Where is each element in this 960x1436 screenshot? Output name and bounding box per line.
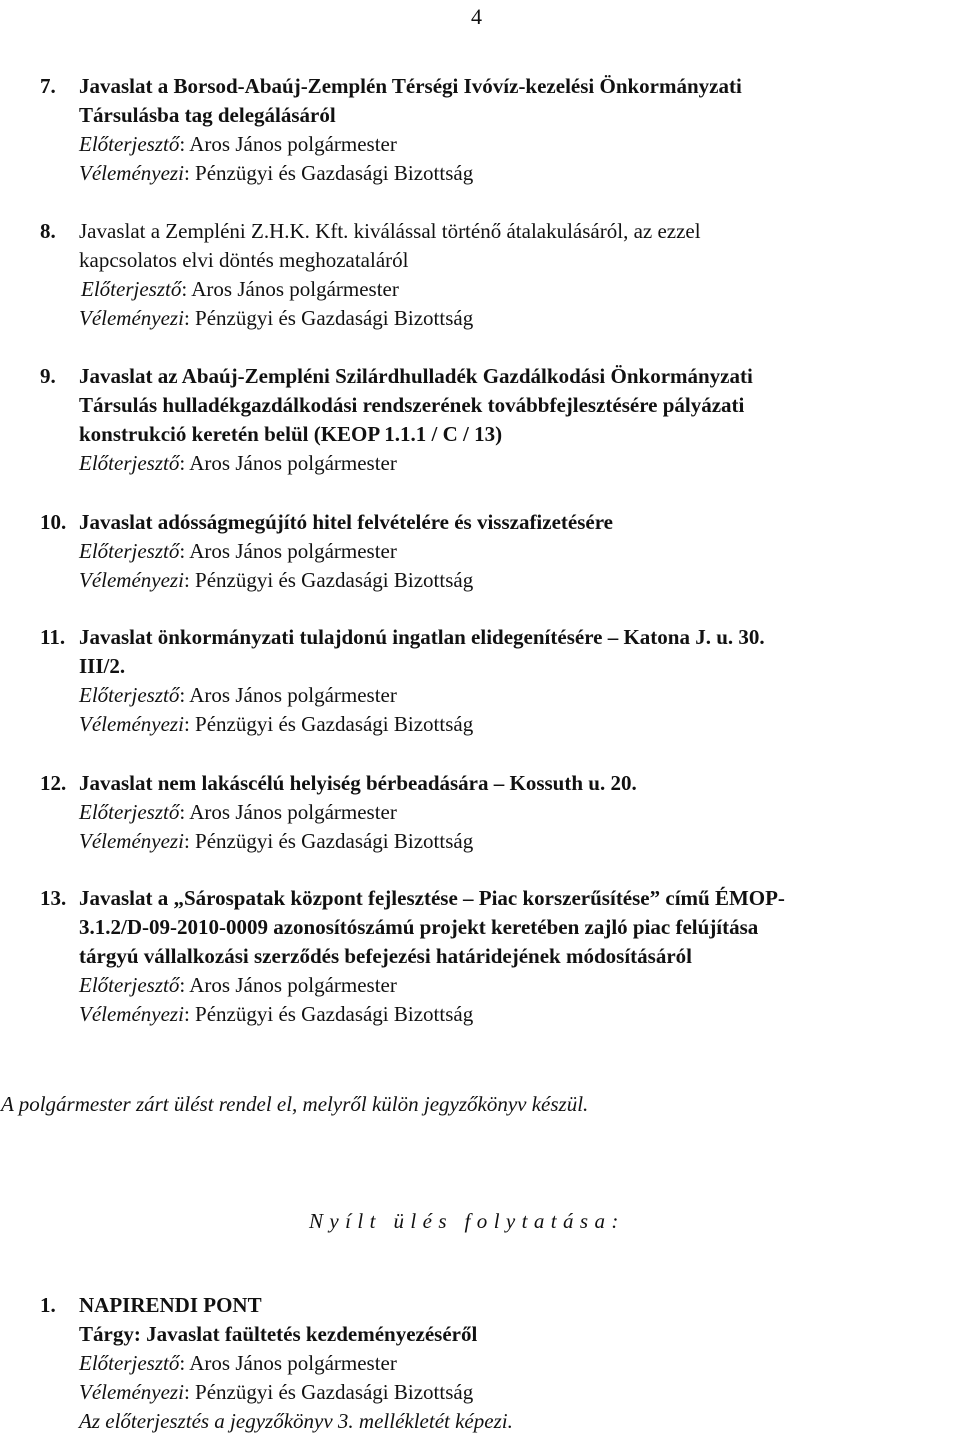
agenda-point-1: [40, 1291, 956, 1436]
presenter-name: : Aros János polgármester: [179, 539, 397, 563]
reviewer-line: [79, 1378, 956, 1407]
reviewer-label: Véleményezi: [79, 161, 184, 185]
presenter-name: : Aros János polgármester: [179, 973, 397, 997]
page-number: 4: [471, 4, 482, 29]
reviewer-label: Véleményezi: [79, 1380, 184, 1404]
presenter-label: Előterjesztő: [79, 973, 180, 997]
item-number: 12.: [40, 771, 67, 795]
presenter-line: [79, 449, 956, 478]
agenda-item-10: [40, 508, 956, 595]
item-number: 11.: [40, 625, 66, 649]
reviewer-name: : Pénzügyi és Gazdasági Bizottság: [183, 568, 474, 592]
reviewer-label: Véleményezi: [79, 712, 184, 736]
item-title-line: konstrukció keretén belül (KEOP 1.1.1 / C / 13): [79, 422, 503, 446]
attachment-note: Az előterjesztés a jegyzőkönyv 3. mellékletét képezi.: [79, 1409, 513, 1433]
agenda-item-7: [40, 72, 956, 188]
presenter-label: Előterjesztő: [79, 132, 180, 156]
item-title-line: Társulás hulladékgazdálkodási rendszerének továbbfejlesztésére pályázati: [79, 393, 745, 417]
presenter-name: : Aros János polgármester: [179, 683, 397, 707]
reviewer-line: [79, 710, 956, 739]
agenda-point-number: 1.: [40, 1293, 56, 1317]
agenda-item-12: [40, 769, 956, 856]
presenter-name: : Aros János polgármester: [179, 1351, 397, 1375]
reviewer-line: [79, 827, 956, 856]
presenter-label: Előterjesztő: [79, 539, 180, 563]
agenda-item-11: [40, 623, 956, 739]
agenda-item-9: [40, 362, 956, 478]
presenter-name: : Aros János polgármester: [179, 800, 397, 824]
presenter-label: Előterjesztő: [79, 1351, 180, 1375]
presenter-line: [79, 798, 956, 827]
item-number: 13.: [40, 886, 67, 910]
item-title-line: Javaslat önkormányzati tulajdonú ingatlan elidegenítésére – Katona J. u. 30.: [79, 625, 765, 649]
reviewer-label: Véleményezi: [79, 1002, 184, 1026]
reviewer-line: [79, 566, 956, 595]
presenter-name: : Aros János polgármester: [181, 277, 399, 301]
presenter-line: [79, 130, 956, 159]
item-title-line: tárgyú vállalkozási szerződés befejezési határidejének módosításáról: [79, 944, 692, 968]
item-title-line: Társulásba tag delegálásáról: [79, 103, 336, 127]
presenter-line: [79, 681, 956, 710]
reviewer-name: : Pénzügyi és Gazdasági Bizottság: [183, 1002, 474, 1026]
item-title-line: III/2.: [79, 654, 126, 678]
reviewer-name: : Pénzügyi és Gazdasági Bizottság: [183, 306, 474, 330]
reviewer-label: Véleményezi: [79, 306, 184, 330]
presenter-label: Előterjesztő: [79, 800, 180, 824]
presenter-line: [79, 971, 956, 1000]
reviewer-name: : Pénzügyi és Gazdasági Bizottság: [183, 161, 474, 185]
presenter-name: : Aros János polgármester: [179, 451, 397, 475]
item-title-line: Javaslat nem lakáscélú helyiség bérbeadására – Kossuth u. 20.: [79, 771, 637, 795]
agenda-item-13: [40, 884, 956, 1029]
item-number: 8.: [40, 219, 56, 243]
reviewer-line: [79, 304, 956, 333]
presenter-line: [79, 537, 956, 566]
closed-session-note: A polgármester zárt ülést rendel el, melyről külön jegyzőkönyv készül.: [1, 1092, 589, 1116]
item-title-line: kapcsolatos elvi döntés meghozataláról: [79, 248, 409, 272]
presenter-line: [79, 1349, 956, 1378]
reviewer-label: Véleményezi: [79, 568, 184, 592]
open-session-heading: Nyílt ülés folytatása:: [309, 1209, 625, 1233]
agenda-point-heading: NAPIRENDI PONT: [79, 1293, 262, 1317]
agenda-item-8: [40, 217, 956, 333]
reviewer-label: Véleményezi: [79, 829, 184, 853]
reviewer-line: [79, 159, 956, 188]
item-title-line: 3.1.2/D-09-2010-0009 azonosítószámú projekt keretében zajló piac felújítása: [79, 915, 759, 939]
presenter-label: Előterjesztő: [79, 683, 180, 707]
item-title-line: Javaslat a „Sárospatak központ fejlesztése – Piac korszerűsítése” című ÉMOP-: [79, 886, 785, 910]
reviewer-name: : Pénzügyi és Gazdasági Bizottság: [183, 1380, 474, 1404]
item-title-line: Javaslat adósságmegújító hitel felvételére és visszafizetésére: [79, 510, 613, 534]
agenda-point-subject: Tárgy: Javaslat faültetés kezdeményezéséről: [79, 1322, 478, 1346]
presenter-label: Előterjesztő: [79, 451, 180, 475]
item-number: 7.: [40, 74, 56, 98]
item-title-line: Javaslat a Zempléni Z.H.K. Kft. kiválással történő átalakulásáról, az ezzel: [79, 219, 701, 243]
presenter-name: : Aros János polgármester: [179, 132, 397, 156]
reviewer-name: : Pénzügyi és Gazdasági Bizottság: [183, 712, 474, 736]
item-title-line: Javaslat a Borsod-Abaúj-Zemplén Térségi Ivóvíz-kezelési Önkormányzati: [79, 74, 742, 98]
item-title-line: Javaslat az Abaúj-Zempléni Szilárdhulladék Gazdálkodási Önkormányzati: [79, 364, 753, 388]
reviewer-line: [79, 1000, 956, 1029]
reviewer-name: : Pénzügyi és Gazdasági Bizottság: [183, 829, 474, 853]
item-number: 10.: [40, 510, 67, 534]
item-number: 9.: [40, 364, 56, 388]
presenter-label: Előterjesztő: [81, 277, 182, 301]
presenter-line: [81, 275, 956, 304]
